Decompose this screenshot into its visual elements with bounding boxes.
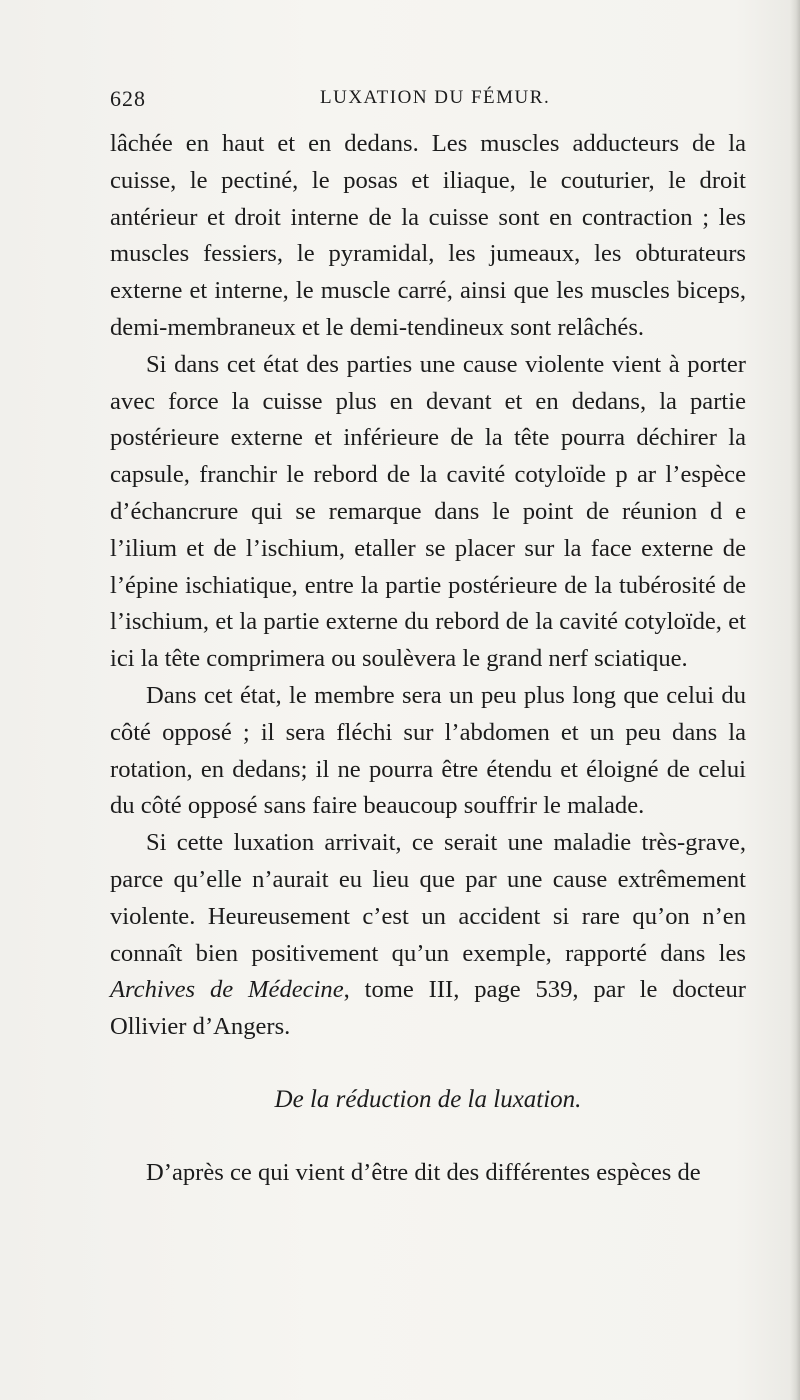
paragraph-5-first-line: D’après ce qui vient d’être dit des différentes espèces de xyxy=(146,1158,701,1186)
journal-title: Archives de Médecine xyxy=(110,976,344,1004)
body-text xyxy=(110,126,746,1192)
paragraph-1: lâchée en haut et en dedans. Les muscles adducteurs de la cuisse, le pectiné, le posas et iliaque, le couturier, le droit antérieur et droit interne de la cuisse sont en contraction ; les muscles fessiers, le pyramidal, les jumeaux, les obturateurs externe et interne, le muscle carré, ainsi que les muscles biceps, demi-membraneux et le demi-tendineux sont relâchés. xyxy=(110,130,746,341)
paragraph-4-text-after: , tome III, page 539, par le docteur Ollivier d’Angers. xyxy=(110,976,746,1041)
paragraph-4 xyxy=(110,825,746,1046)
running-title: LUXATION DU FÉMUR. xyxy=(320,87,551,108)
paragraph-3: Dans cet état, le membre sera un peu plus long que celui du côté opposé ; il sera fléchi sur l’abdomen et un peu dans la rotation, en dedans; il ne pourra être étendu et éloigné de celui du côté opposé sans faire beaucoup souffrir le malade. xyxy=(110,681,746,820)
page-number: 628 xyxy=(110,86,146,111)
paragraph-4-text-before: Si cette luxation arrivait, ce serait une maladie très-grave, parce qu’elle n’aurait eu lieu que par une cause extrêmement violente. Heureusement c’est un accident si rare qu’on n’en connaît bien positivement qu’un exemple, rapporté dans les xyxy=(110,829,746,967)
section-heading: De la réduction de la luxation. xyxy=(274,1085,582,1113)
page-edge-shadow xyxy=(790,0,800,1400)
paragraph-2: Si dans cet état des parties une cause violente vient à porter avec force la cuisse plus en devant et en dedans, la partie postérieure externe et inférieure de la tête pourra déchirer la capsule, franchir le rebord de la cavité cotyloïde p ar l’espèce d’échancrure qui se remarque dans le point de réunion d e l’ilium et de l’ischium, etaller se placer sur la face externe de l’épine ischiatique, entre la partie postérieure de la tubérosité de l’ischium, et la partie externe du rebord de la cavité cotyloïde, et ici la tête comprimera ou soulèvera le grand nerf sciatique. xyxy=(110,350,746,673)
page-header xyxy=(110,86,746,116)
